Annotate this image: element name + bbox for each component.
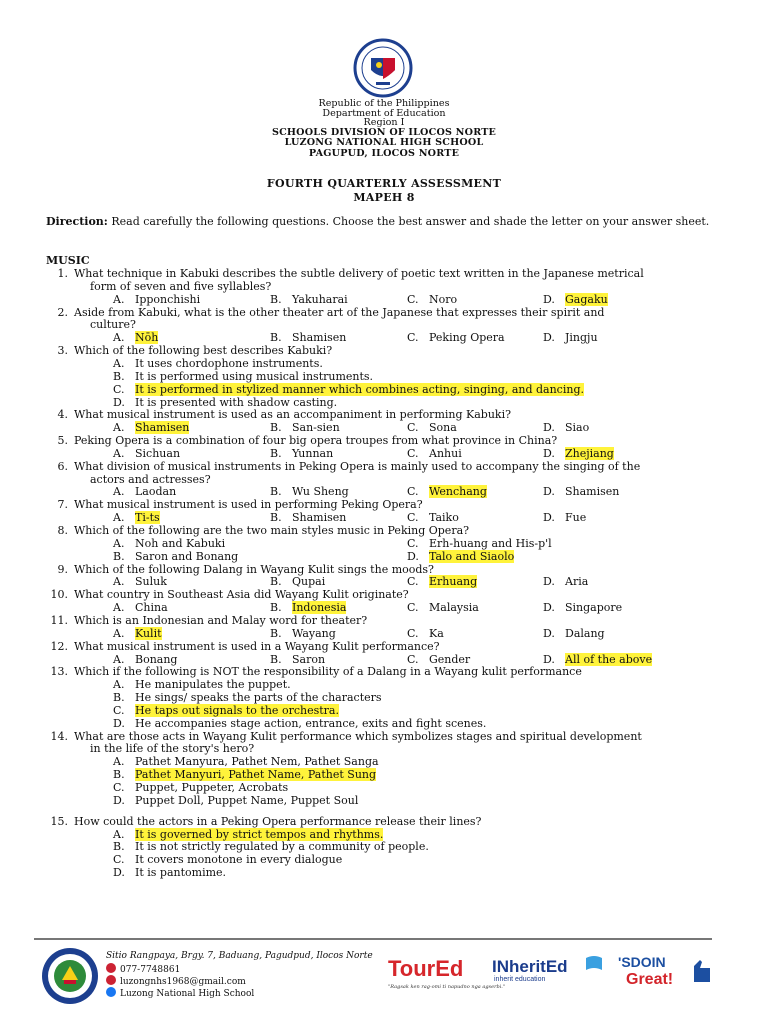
choice-letter: D.: [113, 395, 125, 409]
section-title: MUSIC: [46, 254, 90, 267]
choice-letter: B.: [270, 511, 282, 525]
choice-letter: C.: [407, 292, 419, 306]
answer-choice: [113, 755, 379, 768]
choice-letter: D.: [543, 421, 555, 435]
choice-text: Qupai: [292, 575, 326, 589]
inherited-logo: [490, 950, 608, 996]
question-number: 5.: [57, 434, 68, 448]
choice-text: It is pantomime.: [135, 866, 227, 880]
choice-text: It covers monotone in every dialogue: [135, 853, 343, 867]
footer-facebook: [106, 987, 254, 1000]
answer-choice: [113, 653, 177, 666]
choice-text: It uses chordophone instruments.: [135, 356, 323, 370]
answer-choice: [113, 447, 180, 460]
question-number: 9.: [57, 562, 68, 576]
assessment-title: FOURTH QUARTERLY ASSESSMENT: [266, 177, 502, 190]
deped-seal-logo: [338, 38, 428, 98]
choice-letter: D.: [113, 866, 125, 880]
question-stem: Peking Opera is a combination of four big opera troupes from what province in China?: [74, 434, 558, 448]
choice-letter: B.: [270, 446, 282, 460]
choice-letter: D.: [543, 601, 555, 615]
email-icon: [106, 975, 116, 985]
choice-text: Gender: [429, 652, 471, 666]
choice-text: Anhui: [429, 446, 462, 460]
choice-letter: C.: [407, 331, 419, 345]
choice-text: Sona: [429, 421, 457, 435]
choice-letter: B.: [270, 626, 282, 640]
choice-text: Wayang: [292, 626, 336, 640]
question-stem: Which if the following is NOT the responsibility of a Dalang in a Wayang kulit performance: [74, 665, 582, 679]
choice-letter: A.: [113, 446, 125, 460]
header-department: Department of Education: [322, 108, 446, 119]
direction-text: Read carefully the following questions. Choose the best answer and shade the letter on your answer sheet.: [111, 215, 710, 228]
question-text: [46, 640, 440, 653]
answer-choice: [270, 293, 348, 306]
choice-text: Wu Sheng: [292, 485, 349, 499]
answer-choice: [113, 704, 339, 717]
choice-text: He manipulates the puppet.: [135, 678, 291, 692]
choice-letter: D.: [543, 626, 555, 640]
sdoin-great-logo: [616, 950, 716, 990]
answer-choice: [270, 485, 349, 498]
choice-letter: C.: [407, 601, 419, 615]
question-stem: Which of the following best describes Kabuki?: [74, 344, 333, 358]
thumbs-up-icon: [694, 960, 710, 982]
answer-choice: [543, 331, 598, 344]
choice-letter: A.: [113, 626, 125, 640]
question-number: 4.: [57, 408, 68, 422]
footer-address: Sitio Rangpaya, Brgy. 7, Baduang, Pagudpud, Ilocos Norte: [106, 951, 373, 961]
answer-choice: [543, 627, 605, 640]
answer-choice: [113, 768, 376, 781]
question-text: [46, 815, 481, 828]
inherited-logo-text: INheritEd: [492, 957, 568, 976]
question-text: [46, 434, 557, 447]
choice-letter: D.: [113, 793, 125, 807]
question-number: 11.: [50, 613, 68, 627]
question-text: [46, 460, 640, 473]
choice-letter: A.: [113, 485, 125, 499]
choice-letter: A.: [113, 421, 125, 435]
question-text: [46, 614, 367, 627]
choice-text: Saron and Bonang: [135, 549, 239, 563]
choice-text: Pathet Manyura, Pathet Nem, Pathet Sanga: [135, 755, 379, 769]
choice-text: Malaysia: [429, 601, 479, 615]
choice-text: It is performed using musical instruments.: [135, 369, 374, 383]
answer-choice: [407, 601, 479, 614]
choice-text: Fue: [565, 511, 587, 525]
highlighted-answer: Zhejiang: [565, 446, 614, 460]
school-seal-logo: [40, 946, 100, 1006]
choice-letter: C.: [113, 781, 125, 794]
question-number: 14.: [50, 729, 68, 743]
answer-choice: [270, 331, 346, 344]
toured-logo: [386, 952, 506, 992]
choice-letter: D.: [113, 716, 125, 730]
inherited-subtitle: inherit education: [494, 976, 546, 983]
choice-letter: B.: [270, 485, 282, 499]
choice-letter: A.: [113, 356, 125, 370]
question-number: 12.: [50, 639, 68, 653]
question-number: 7.: [57, 498, 68, 512]
question-stem: What musical instrument is used in a Wayang Kulit performance?: [74, 639, 440, 653]
choice-letter: C.: [407, 575, 419, 589]
choice-text: Siao: [565, 421, 590, 435]
highlighted-answer: It is governed by strict tempos and rhythms.: [135, 827, 384, 841]
answer-choice: [113, 575, 167, 588]
choice-text: Noh and Kabuki: [135, 536, 226, 550]
answer-choice: [113, 550, 238, 563]
answer-choice: [113, 853, 342, 866]
facebook-icon: [106, 987, 116, 997]
highlighted-answer: Shamisen: [135, 421, 190, 435]
choice-text: Singapore: [565, 601, 623, 615]
header-address: PAGUPUD, ILOCOS NORTE: [308, 148, 460, 159]
question-stem: culture?: [90, 318, 136, 332]
answer-choice: [407, 293, 457, 306]
choice-text: Shamisen: [292, 331, 347, 345]
choice-text: Yunnan: [292, 446, 334, 460]
choice-letter: D.: [543, 575, 555, 589]
footer-email-text: luzongnhs1968@gmail.com: [120, 977, 246, 987]
answer-choice: [113, 331, 158, 344]
choice-text: Shamisen: [565, 485, 620, 499]
highlighted-answer: Indonesia: [292, 601, 347, 615]
sdoin-logo-bottom: Great!: [626, 971, 674, 988]
answer-choice: [270, 601, 346, 614]
question-number: 1.: [57, 267, 68, 280]
answer-choice: [113, 421, 189, 434]
answer-choice: [407, 653, 470, 666]
choice-text: Suluk: [135, 575, 167, 589]
choice-letter: B.: [270, 421, 282, 435]
choice-text: Noro: [429, 292, 458, 306]
answer-choice: [407, 485, 487, 498]
choice-letter: D.: [543, 485, 555, 499]
choice-letter: A.: [113, 652, 125, 666]
question-number: 2.: [57, 305, 68, 319]
answer-choice: [543, 421, 589, 434]
choice-text: Ipponchishi: [135, 292, 201, 306]
choice-text: Saron: [292, 652, 326, 666]
highlighted-answer: Ti-ts: [135, 511, 160, 525]
choice-letter: D.: [543, 446, 555, 460]
question-stem: What musical instrument is used in performing Peking Opera?: [74, 498, 423, 512]
choice-letter: C.: [113, 382, 125, 396]
question-stem: What country in Southeast Asia did Wayang Kulit originate?: [74, 588, 409, 602]
choice-letter: A.: [113, 601, 125, 615]
answer-choice: [270, 653, 325, 666]
choice-letter: D.: [543, 652, 555, 666]
choice-letter: B.: [113, 768, 125, 782]
answer-choice: [113, 357, 323, 370]
question-text: [46, 306, 604, 319]
question-number: 13.: [50, 665, 68, 679]
toured-tagline: "Ragsak ken rag-omi ti napudno nga agserbi.": [388, 984, 506, 990]
answer-choice: [407, 575, 477, 588]
choice-text: Peking Opera: [429, 331, 505, 345]
question-text: [46, 588, 409, 601]
footer-facebook-text: Luzong National High School: [120, 989, 255, 999]
choice-text: Laodan: [135, 485, 177, 499]
choice-letter: D.: [543, 331, 555, 345]
answer-choice: [113, 511, 160, 524]
toured-logo-text: TourEd: [388, 956, 464, 981]
answer-choice: [113, 866, 226, 879]
answer-choice: [543, 485, 619, 498]
answer-choice: [113, 781, 288, 794]
choice-letter: C.: [407, 485, 419, 499]
question-text: [90, 280, 271, 293]
choice-letter: B.: [270, 292, 282, 306]
answer-choice: [113, 794, 358, 807]
choice-letter: B.: [270, 601, 282, 615]
choice-letter: A.: [113, 331, 125, 345]
answer-choice: [113, 691, 382, 704]
highlighted-answer: All of the above: [565, 652, 653, 666]
answer-choice: [407, 627, 444, 640]
choice-text: San-sien: [292, 421, 340, 435]
footer-phone-text: 077-7748861: [120, 965, 181, 975]
footer-divider: [34, 938, 712, 940]
question-number: 3.: [57, 344, 68, 358]
direction-label: Direction:: [46, 215, 108, 228]
choice-letter: A.: [113, 678, 125, 692]
highlighted-answer: Erhuang: [429, 575, 478, 589]
choice-letter: B.: [113, 369, 125, 383]
choice-text: Sichuan: [135, 446, 181, 460]
header-school: LUZONG NATIONAL HIGH SCHOOL: [284, 137, 484, 148]
answer-choice: [113, 601, 168, 614]
question-text: [46, 408, 511, 421]
choice-letter: A.: [113, 511, 125, 525]
answer-choice: [113, 828, 383, 841]
answer-choice: [113, 537, 225, 550]
question-number: 10.: [50, 588, 68, 602]
highlighted-answer: Kulit: [135, 626, 162, 640]
choice-letter: B.: [270, 575, 282, 589]
choice-text: It is presented with shadow casting.: [135, 395, 338, 409]
choice-letter: A.: [113, 827, 125, 841]
choice-text: Dalang: [565, 626, 605, 640]
answer-choice: [543, 293, 608, 306]
choice-letter: A.: [113, 536, 125, 550]
choice-text: He accompanies stage action, entrance, exits and fight scenes.: [135, 716, 487, 730]
choice-letter: D.: [543, 292, 555, 306]
answer-choice: [113, 678, 291, 691]
highlighted-answer: Nōh: [135, 331, 159, 345]
choice-text: Puppet Doll, Puppet Name, Puppet Soul: [135, 793, 359, 807]
choice-text: Jingju: [565, 331, 598, 345]
answer-choice: [270, 575, 325, 588]
choice-text: Shamisen: [292, 511, 347, 525]
highlighted-answer: Gagaku: [565, 292, 608, 306]
question-stem: in the life of the story's hero?: [90, 742, 255, 756]
question-stem: How could the actors in a Peking Opera performance release their lines?: [74, 814, 482, 828]
choice-text: Bonang: [135, 652, 178, 666]
choice-text: Taiko: [429, 511, 459, 525]
question-stem: Which of the following are the two main styles music in Peking Opera?: [74, 524, 470, 537]
choice-text: Ka: [429, 626, 444, 640]
question-text: [90, 318, 136, 331]
answer-choice: [543, 601, 622, 614]
question-text: [90, 742, 254, 755]
question-stem: What are those acts in Wayang Kulit performance which symbolizes stages and spiritual development: [74, 729, 642, 743]
question-text: [46, 344, 332, 357]
highlighted-answer: It is performed in stylized manner which combines acting, singing, and dancing.: [135, 382, 584, 396]
choice-letter: C.: [113, 703, 125, 717]
choice-text: China: [135, 601, 168, 615]
question-text: [46, 498, 423, 511]
header-republic: Republic of the Philippines: [318, 98, 450, 109]
question-stem: What division of musical instruments in Peking Opera is mainly used to accompany the singing of the: [74, 459, 641, 473]
answer-choice: [113, 840, 429, 853]
answer-choice: [113, 293, 200, 306]
answer-choice: [270, 447, 333, 460]
answer-choice: [270, 421, 340, 434]
choice-text: Aria: [565, 575, 589, 589]
highlighted-answer: Pathet Manyuri, Pathet Name, Pathet Sung: [135, 768, 377, 782]
choice-letter: B.: [270, 331, 282, 345]
answer-choice: [113, 396, 337, 409]
choice-letter: C.: [407, 446, 419, 460]
question-text: [90, 473, 211, 486]
choice-text: Erh-huang and His-p'l: [429, 536, 552, 550]
choice-text: Yakuharai: [292, 292, 348, 306]
choice-letter: C.: [407, 511, 419, 525]
answer-choice: [543, 575, 588, 588]
header-division: SCHOOLS DIVISION OF ILOCOS NORTE: [271, 127, 497, 138]
question-stem: Aside from Kabuki, what is the other theater art of the Japanese that expresses their spirit and: [74, 305, 605, 319]
choice-letter: C.: [407, 626, 419, 640]
choice-text: Puppet, Puppeter, Acrobats: [135, 781, 289, 794]
answer-choice: [543, 511, 586, 524]
highlighted-answer: Wenchang: [429, 485, 487, 499]
choice-letter: B.: [113, 549, 125, 563]
choice-letter: B.: [113, 840, 125, 854]
answer-choice: [543, 447, 614, 460]
choice-letter: A.: [113, 575, 125, 589]
choice-letter: D.: [407, 549, 419, 563]
choice-letter: B.: [270, 652, 282, 666]
answer-choice: [270, 627, 336, 640]
highlighted-answer: He taps out signals to the orchestra.: [135, 703, 339, 717]
answer-choice: [407, 537, 552, 550]
question-text: [46, 563, 434, 576]
choice-letter: A.: [113, 292, 125, 306]
answer-choice: [113, 717, 486, 730]
choice-letter: B.: [113, 691, 125, 705]
answer-choice: [407, 331, 505, 344]
question-stem: Which is an Indonesian and Malay word for theater?: [74, 613, 368, 627]
answer-choice: [407, 511, 459, 524]
question-stem: What musical instrument is used as an accompaniment in performing Kabuki?: [74, 408, 511, 422]
book-icon: [586, 956, 602, 970]
answer-choice: [270, 511, 346, 524]
direction: [46, 215, 722, 228]
choice-text: It is not strictly regulated by a community of people.: [135, 840, 429, 854]
question-stem: actors and actresses?: [90, 472, 211, 486]
choice-letter: C.: [407, 421, 419, 435]
question-stem: form of seven and five syllables?: [90, 279, 272, 293]
answer-choice: [113, 370, 373, 383]
answer-choice: [113, 383, 584, 396]
header-region: Region I: [363, 117, 405, 128]
choice-letter: A.: [113, 755, 125, 769]
answer-choice: [407, 421, 457, 434]
question-number: 6.: [57, 459, 68, 473]
choice-letter: C.: [113, 853, 125, 867]
choice-letter: C.: [407, 652, 419, 666]
choice-text: He sings/ speaks the parts of the characters: [135, 691, 382, 705]
highlighted-answer: Talo and Siaolo: [429, 549, 515, 563]
sdoin-logo-top: 'SDOIN: [618, 954, 666, 970]
question-number: 8.: [57, 524, 68, 537]
answer-choice: [113, 627, 162, 640]
question-number: 15.: [50, 814, 68, 828]
choice-letter: D.: [543, 511, 555, 525]
answer-choice: [407, 550, 514, 563]
answer-choice: [113, 485, 176, 498]
question-stem: Which of the following Dalang in Wayang Kulit sings the moods?: [74, 562, 434, 576]
question-text: [46, 267, 644, 280]
question-text: [46, 665, 582, 678]
choice-letter: C.: [407, 536, 419, 550]
phone-icon: [106, 963, 116, 973]
question-stem: What technique in Kabuki describes the subtle delivery of poetic text written in the Japanese metrical: [74, 267, 644, 280]
answer-choice: [407, 447, 462, 460]
subject-title: MAPEH 8: [353, 191, 415, 204]
answer-choice: [543, 653, 652, 666]
question-text: [46, 730, 642, 743]
question-text: [46, 524, 469, 537]
